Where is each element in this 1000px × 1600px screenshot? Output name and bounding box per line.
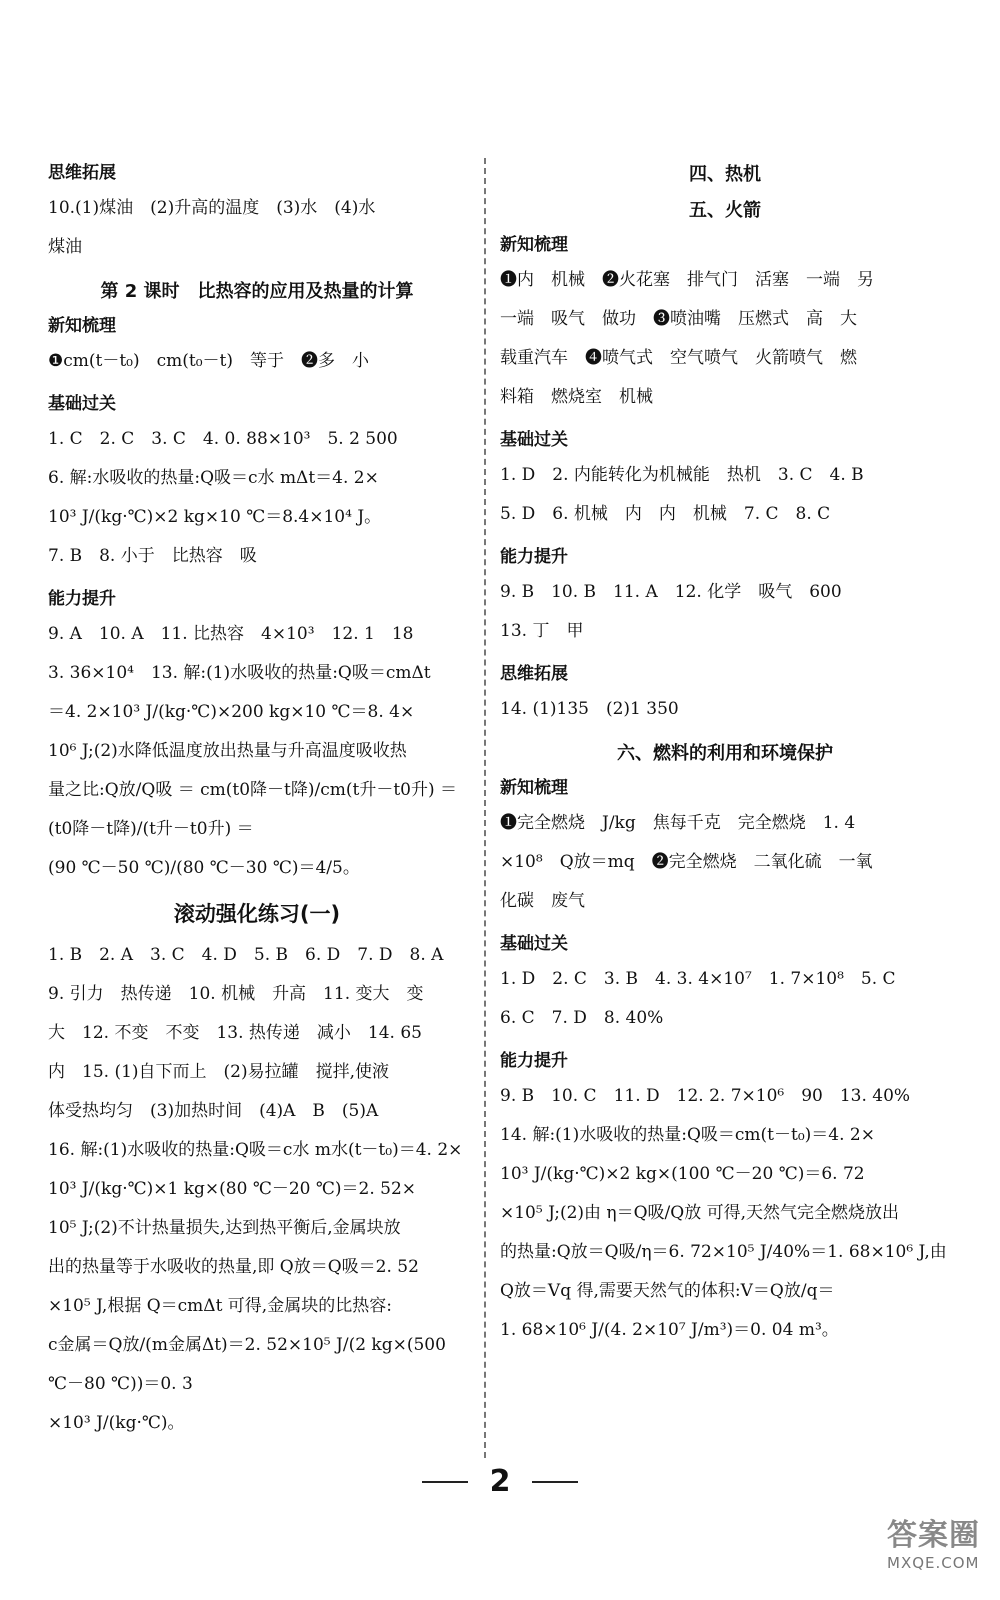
watermark-logo: 答案圈 [887, 1518, 980, 1553]
answer-line: ＝4. 2×10³ J/(kg·℃)×200 kg×10 ℃＝8. 4× [48, 702, 415, 722]
formula-line: ×10⁵ J;(2)由 η＝Q吸/Q放 可得,天然气完全燃烧放出 [500, 1203, 900, 1223]
answer-line: ×10³ J/(kg·℃)。 [48, 1413, 185, 1433]
answer-line: 1. B 2. A 3. C 4. D 5. B 6. D 7. D 8. A [48, 945, 444, 965]
answer-line: ❶cm(t－t₀) cm(t₀－t) 等于 ❷多 小 [48, 351, 370, 371]
section-heading: 新知梳理 [500, 235, 568, 255]
section-heading: 思维拓展 [500, 664, 568, 684]
answer-line: 体受热均匀 (3)加热时间 (4)A B (5)A [48, 1101, 379, 1121]
answer-line: 9. B 10. B 11. A 12. 化学 吸气 600 [500, 582, 842, 602]
formula-line: 1. 68×10⁶ J/(4. 2×10⁷ J/m³)＝0. 04 m³。 [500, 1320, 839, 1340]
answer-line: 出的热量等于水吸收的热量,即 Q放＝Q吸＝2. 52 [48, 1257, 419, 1277]
formula-line: 的热量:Q放＝Q吸/η＝6. 72×10⁵ J/40%＝1. 68×10⁶ J,由 [500, 1242, 947, 1262]
answer-line: ×10⁸ Q放＝mq ❷完全燃烧 二氧化硫 一氧 [500, 852, 873, 872]
answer-line: 1. D 2. 内能转化为机械能 热机 3. C 4. B [500, 465, 864, 485]
answer-line: 6. C 7. D 8. 40% [500, 1008, 664, 1028]
section-heading: 基础过关 [48, 394, 116, 414]
lesson-title: 第 2 课时 比热容的应用及热量的计算 [100, 281, 414, 302]
formula-line: c金属＝Q放/(m金属Δt)＝2. 52×10⁵ J/(2 kg×(500 ℃－80 ℃))＝0. 3 [48, 1335, 446, 1394]
section-heading: 能力提升 [500, 1051, 568, 1071]
answer-line: 14. (1)135 (2)1 350 [500, 699, 679, 719]
footer-rule [422, 1481, 468, 1483]
answer-line: 一端 吸气 做功 ❸喷油嘴 压燃式 高 大 [500, 309, 857, 329]
review-title: 滚动强化练习(一) [173, 902, 341, 926]
page-number: 2 [489, 1464, 511, 1499]
section-heading: 新知梳理 [48, 316, 116, 336]
section-heading: 基础过关 [500, 934, 568, 954]
answer-line: 10³ J/(kg·℃)×1 kg×(80 ℃－20 ℃)＝2. 52× [48, 1179, 417, 1199]
watermark [887, 1510, 980, 1572]
answer-line: 13. 丁 甲 [500, 621, 584, 641]
answer-line: 3. 36×10⁴ 13. 解:(1)水吸收的热量:Q吸＝cmΔt [48, 663, 431, 683]
answer-line: 载重汽车 ❹喷气式 空气喷气 火箭喷气 燃 [500, 348, 857, 368]
answer-line: 1. C 2. C 3. C 4. 0. 88×10³ 5. 2 500 [48, 429, 398, 449]
section-heading: 能力提升 [48, 589, 116, 609]
answer-line: 10.(1)煤油 (2)升高的温度 (3)水 (4)水 [48, 198, 376, 218]
left-column [48, 150, 466, 1443]
footer-rule [532, 1481, 578, 1483]
answer-line: 14. 解:(1)水吸收的热量:Q吸＝cm(t－t₀)＝4. 2× [500, 1125, 875, 1145]
answer-line: 10³ J/(kg·℃)×2 kg×10 ℃＝8.4×10⁴ J。 [48, 507, 382, 527]
answer-line: 10³ J/(kg·℃)×2 kg×(100 ℃－20 ℃)＝6. 72 [500, 1164, 865, 1184]
answer-line: 7. B 8. 小于 比热容 吸 [48, 546, 257, 566]
section-heading: 新知梳理 [500, 778, 568, 798]
answer-line: 9. 引力 热传递 10. 机械 升高 11. 变大 变 [48, 984, 424, 1004]
answer-line: 9. B 10. C 11. D 12. 2. 7×10⁶ 90 13. 40% [500, 1086, 911, 1106]
answer-line: ❶内 机械 ❷火花塞 排气门 活塞 一端 另 [500, 270, 874, 290]
answer-line: 大 12. 不变 不变 13. 热传递 减小 14. 65 [48, 1023, 422, 1043]
section-heading: 思维拓展 [48, 163, 116, 183]
formula-line: (90 ℃－50 ℃)/(80 ℃－30 ℃)＝4/5。 [48, 858, 360, 878]
page-footer [0, 1464, 1000, 1499]
answer-line: 内 15. (1)自下而上 (2)易拉罐 搅拌,使液 [48, 1062, 390, 1082]
section-heading: 能力提升 [500, 547, 568, 567]
answer-line: 煤油 [48, 237, 82, 257]
chapter-title: 四、热机 [689, 164, 761, 185]
formula-line: 量之比:Q放/Q吸 ＝ cm(t0降－t降)/cm(t升－t0升) ＝ (t0降－t降)/(t升－t0升) ＝ [48, 780, 458, 839]
answer-line: 1. D 2. C 3. B 4. 3. 4×10⁷ 1. 7×10⁸ 5. C [500, 969, 896, 989]
answer-line: ×10⁵ J,根据 Q＝cmΔt 可得,金属块的比热容: [48, 1296, 392, 1316]
answer-line: 6. 解:水吸收的热量:Q吸＝c水 mΔt＝4. 2× [48, 468, 379, 488]
formula-line: Q放＝Vq 得,需要天然气的体积:V＝Q放/q＝ [500, 1281, 835, 1301]
answer-line: ❶完全燃烧 J/kg 焦每千克 完全燃烧 1. 4 [500, 813, 856, 833]
right-column [500, 150, 950, 1350]
answer-line: 9. A 10. A 11. 比热容 4×10³ 12. 1 18 [48, 624, 414, 644]
answer-line: 5. D 6. 机械 内 内 机械 7. C 8. C [500, 504, 831, 524]
column-divider [484, 158, 486, 1458]
chapter-title: 五、火箭 [689, 200, 761, 221]
answer-line: 10⁵ J;(2)不计热量损失,达到热平衡后,金属块放 [48, 1218, 401, 1238]
watermark-url: MXQE.COM [887, 1554, 980, 1572]
chapter-title: 六、燃料的利用和环境保护 [617, 743, 833, 764]
answer-line: 料箱 燃烧室 机械 [500, 387, 653, 407]
answer-line: 10⁶ J;(2)水降低温度放出热量与升高温度吸收热 [48, 741, 407, 761]
answer-line: 16. 解:(1)水吸收的热量:Q吸＝c水 m水(t－t₀)＝4. 2× [48, 1140, 463, 1160]
section-heading: 基础过关 [500, 430, 568, 450]
answer-line: 化碳 废气 [500, 891, 585, 911]
